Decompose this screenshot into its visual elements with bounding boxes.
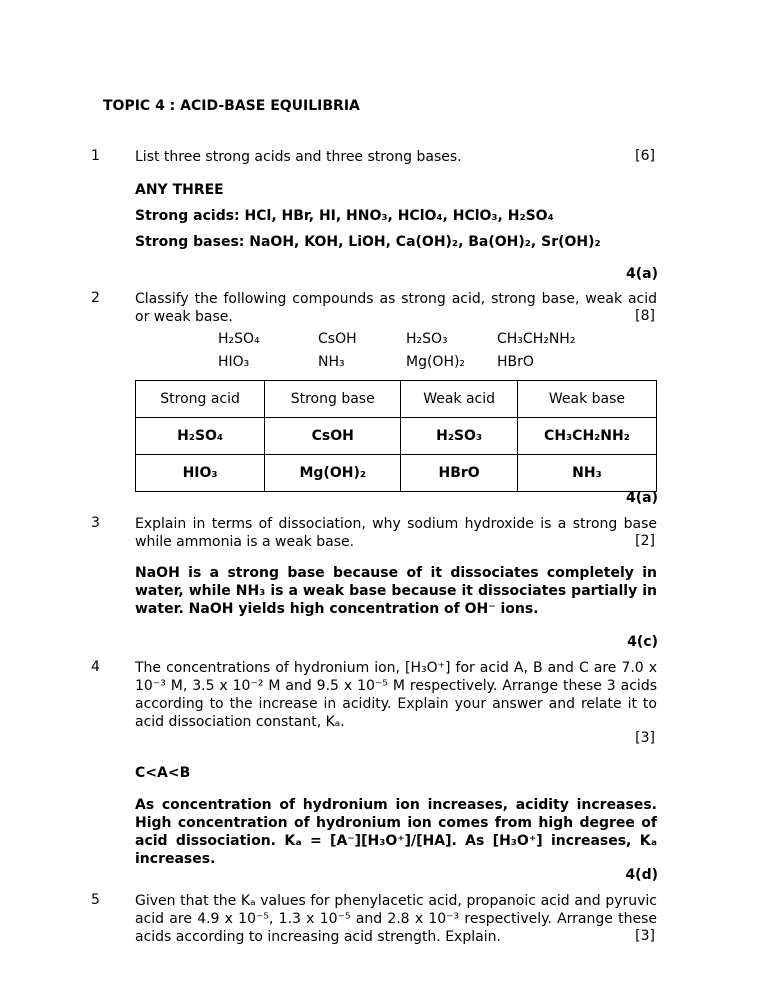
question-4-order: C<A<B: [135, 765, 191, 781]
table-header-row: [136, 381, 657, 418]
question-4-marks: [3]: [635, 730, 655, 746]
table-cell: Mg(OH)₂: [265, 455, 401, 492]
page-title: TOPIC 4 : ACID-BASE EQUILIBRIA: [103, 98, 360, 114]
compound: NH₃: [318, 354, 345, 370]
question-number-5: 5: [91, 892, 100, 908]
question-1-strong-acids: Strong acids: HCl, HBr, HI, HNO₃, HClO₄, HClO₃, H₂SO₄: [135, 208, 554, 224]
compound: CH₃CH₂NH₂: [497, 331, 576, 347]
table-cell: HBrO: [401, 455, 518, 492]
table-cell: HIO₃: [136, 455, 265, 492]
question-1-text: List three strong acids and three strong bases.: [135, 149, 462, 165]
question-2-text: Classify the following compounds as strong acid, strong base, weak acid or weak base.: [135, 291, 657, 325]
question-4-text: The concentrations of hydronium ion, [H₃O⁺] for acid A, B and C are 7.0 x 10⁻³ M, 3.5 x 10⁻² M and 9.5 x 10⁻⁵ M respectively. Arrange these 3 acids according to the increase in acidity. Explain your answer and relate it to acid dissociation constant, Kₐ.: [135, 660, 657, 730]
question-2-reference: 4(a): [626, 490, 658, 506]
question-3-reference: 4(c): [627, 634, 658, 650]
table-header: Strong base: [265, 381, 401, 418]
compound: CsOH: [318, 331, 357, 347]
question-3-marks: [2]: [635, 533, 655, 549]
question-3-answer: NaOH is a strong base because of it dissociates completely in water, while NH₃ is a weak base because it dissociates partially in water. NaOH yields high concentration of OH⁻ ions.: [135, 565, 657, 617]
question-2-marks: [8]: [635, 308, 655, 324]
question-4-answer: As concentration of hydronium ion increases, acidity increases. High concentration of hydronium ion comes from high degree of acid dissociation. Kₐ = [A⁻][H₃O⁺]/[HA]. As [H₃O⁺] increases, Kₐ increases.: [135, 797, 657, 867]
question-1-strong-bases: Strong bases: NaOH, KOH, LiOH, Ca(OH)₂, Ba(OH)₂, Sr(OH)₂: [135, 234, 601, 250]
table-row: [136, 418, 657, 455]
compound: HBrO: [497, 354, 534, 370]
question-5-marks: [3]: [635, 928, 655, 944]
compound: HIO₃: [218, 354, 250, 370]
classification-table: [135, 380, 657, 492]
question-1-answer-heading: ANY THREE: [135, 182, 224, 198]
question-number-1: 1: [91, 148, 100, 164]
table-cell: NH₃: [517, 455, 656, 492]
table-header: Weak acid: [401, 381, 518, 418]
question-number-3: 3: [91, 515, 100, 531]
question-number-4: 4: [91, 659, 100, 675]
compound: H₂SO₃: [406, 331, 448, 347]
compound: Mg(OH)₂: [406, 354, 466, 370]
table-cell: H₂SO₃: [401, 418, 518, 455]
table-row: [136, 455, 657, 492]
question-4-reference: 4(d): [625, 867, 658, 883]
question-5-text: Given that the Kₐ values for phenylacetic acid, propanoic acid and pyruvic acid are 4.9 x 10⁻⁵, 1.3 x 10⁻⁵ and 2.8 x 10⁻³ respectively. Arrange these acids according to increasing acid strength. Explain.: [135, 893, 657, 945]
table-cell: H₂SO₄: [136, 418, 265, 455]
table-cell: CsOH: [265, 418, 401, 455]
table-header: Weak base: [517, 381, 656, 418]
compound: H₂SO₄: [218, 331, 260, 347]
table-header: Strong acid: [136, 381, 265, 418]
question-3-text: Explain in terms of dissociation, why sodium hydroxide is a strong base while ammonia is a weak base.: [135, 516, 657, 550]
question-number-2: 2: [91, 290, 100, 306]
question-1-marks: [6]: [635, 148, 655, 164]
question-1-reference: 4(a): [626, 266, 658, 282]
table-cell: CH₃CH₂NH₂: [517, 418, 656, 455]
